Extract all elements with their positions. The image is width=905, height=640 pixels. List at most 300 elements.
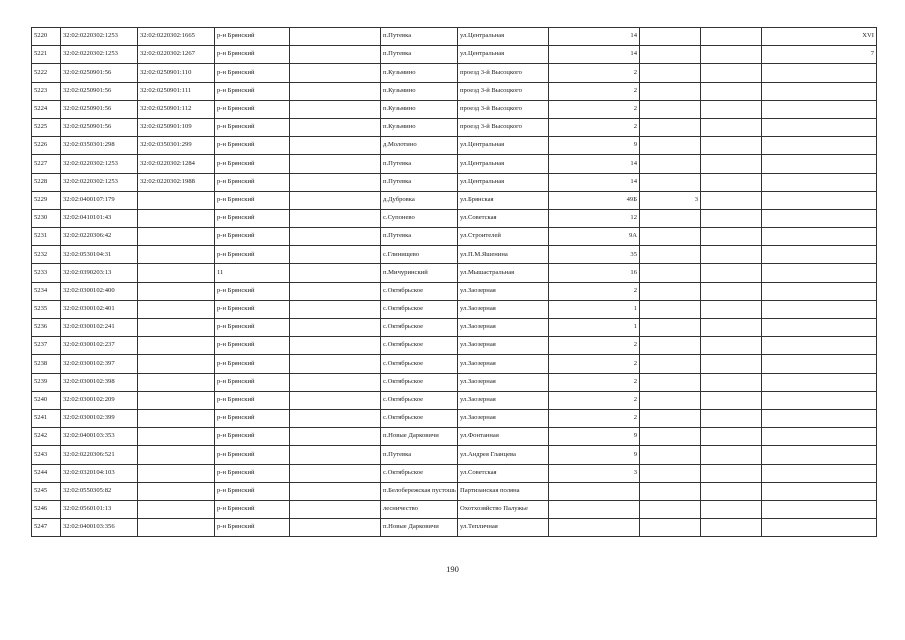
- building-cell: [640, 155, 701, 173]
- row-number-cell: 5238: [32, 355, 61, 373]
- house-number-cell: 2: [549, 118, 640, 136]
- street-cell: ул.Фонтанная: [458, 428, 549, 446]
- cadastral-number-cell: 32:02:0550305:82: [61, 482, 138, 500]
- house-number-cell: 2: [549, 391, 640, 409]
- cadastral-number-cell: 32:02:0400103:356: [61, 519, 138, 537]
- sub-cadastral-number-cell: [138, 482, 215, 500]
- table-row: [32, 282, 877, 300]
- building-cell: [640, 118, 701, 136]
- sub-cadastral-number-cell: [138, 319, 215, 337]
- sub-cadastral-number-cell: [138, 300, 215, 318]
- empty-cell: [290, 82, 381, 100]
- row-number-cell: 5246: [32, 500, 61, 518]
- cadastral-number-cell: 32:02:0300102:397: [61, 355, 138, 373]
- empty-cell: [701, 519, 762, 537]
- building-cell: [640, 446, 701, 464]
- district-cell: р-н Брянский: [215, 191, 290, 209]
- sub-cadastral-number-cell: [138, 446, 215, 464]
- table-row: [32, 519, 877, 537]
- sub-cadastral-number-cell: [138, 337, 215, 355]
- building-cell: [640, 137, 701, 155]
- locality-cell: п.Кузьмино: [381, 64, 458, 82]
- empty-cell: [290, 482, 381, 500]
- table-row: [32, 118, 877, 136]
- sub-cadastral-number-cell: 32:02:0220302:1988: [138, 173, 215, 191]
- building-cell: [640, 373, 701, 391]
- row-number-cell: 5230: [32, 209, 61, 227]
- table-row: [32, 500, 877, 518]
- district-cell: р-н Брянский: [215, 100, 290, 118]
- house-number-cell: 2: [549, 355, 640, 373]
- empty-cell: [290, 373, 381, 391]
- locality-cell: с.Октябрьское: [381, 319, 458, 337]
- cadastral-number-cell: 32:02:0300102:398: [61, 373, 138, 391]
- extra-cell: [762, 355, 877, 373]
- street-cell: ул.П.М.Яшенина: [458, 246, 549, 264]
- locality-cell: п.Новые Дарковичи: [381, 519, 458, 537]
- street-cell: ул.Тепличная: [458, 519, 549, 537]
- extra-cell: [762, 319, 877, 337]
- sub-cadastral-number-cell: [138, 464, 215, 482]
- street-cell: проезд 3-й Высоцкого: [458, 82, 549, 100]
- locality-cell: п.Путевка: [381, 446, 458, 464]
- building-cell: [640, 173, 701, 191]
- table-row: [32, 373, 877, 391]
- table-row: [32, 355, 877, 373]
- street-cell: ул.Центральная: [458, 155, 549, 173]
- building-cell: [640, 228, 701, 246]
- extra-cell: [762, 228, 877, 246]
- extra-cell: [762, 82, 877, 100]
- cadastral-number-cell: 32:02:0530104:31: [61, 246, 138, 264]
- street-cell: ул.Заозерная: [458, 282, 549, 300]
- sub-cadastral-number-cell: [138, 246, 215, 264]
- table-row: [32, 391, 877, 409]
- street-cell: ул.Центральная: [458, 173, 549, 191]
- cadastral-number-cell: 32:02:0250901:56: [61, 100, 138, 118]
- empty-cell: [290, 355, 381, 373]
- house-number-cell: 2: [549, 82, 640, 100]
- empty-cell: [701, 264, 762, 282]
- cadastral-number-cell: 32:02:0220306:521: [61, 446, 138, 464]
- empty-cell: [290, 137, 381, 155]
- cadastral-number-cell: 32:02:0410101:43: [61, 209, 138, 227]
- extra-cell: [762, 482, 877, 500]
- extra-cell: 7: [762, 46, 877, 64]
- building-cell: [640, 64, 701, 82]
- street-cell: ул.Заозерная: [458, 300, 549, 318]
- table-row: [32, 28, 877, 46]
- locality-cell: с.Октябрьское: [381, 300, 458, 318]
- sub-cadastral-number-cell: [138, 500, 215, 518]
- row-number-cell: 5220: [32, 28, 61, 46]
- building-cell: [640, 482, 701, 500]
- street-cell: ул.Советская: [458, 464, 549, 482]
- locality-cell: п.Кузьмино: [381, 82, 458, 100]
- locality-cell: п.Белобережская пустошь: [381, 482, 458, 500]
- extra-cell: [762, 155, 877, 173]
- sub-cadastral-number-cell: [138, 391, 215, 409]
- locality-cell: д.Дубровка: [381, 191, 458, 209]
- table-row: [32, 246, 877, 264]
- street-cell: ул.Центральная: [458, 28, 549, 46]
- row-number-cell: 5233: [32, 264, 61, 282]
- district-cell: р-н Брянский: [215, 391, 290, 409]
- street-cell: проезд 3-й Высоцкого: [458, 100, 549, 118]
- row-number-cell: 5245: [32, 482, 61, 500]
- house-number-cell: 1: [549, 300, 640, 318]
- sub-cadastral-number-cell: 32:02:0250901:109: [138, 118, 215, 136]
- table-row: [32, 482, 877, 500]
- empty-cell: [701, 64, 762, 82]
- row-number-cell: 5235: [32, 300, 61, 318]
- locality-cell: п.Путевка: [381, 173, 458, 191]
- sub-cadastral-number-cell: [138, 428, 215, 446]
- house-number-cell: 12: [549, 209, 640, 227]
- empty-cell: [290, 264, 381, 282]
- sub-cadastral-number-cell: 32:02:0250901:110: [138, 64, 215, 82]
- district-cell: р-н Брянский: [215, 209, 290, 227]
- cadastral-number-cell: 32:02:0400107:179: [61, 191, 138, 209]
- table-row: [32, 100, 877, 118]
- district-cell: р-н Брянский: [215, 482, 290, 500]
- district-cell: р-н Брянский: [215, 82, 290, 100]
- sub-cadastral-number-cell: [138, 519, 215, 537]
- cadastral-number-cell: 32:02:0350301:298: [61, 137, 138, 155]
- row-number-cell: 5247: [32, 519, 61, 537]
- extra-cell: [762, 464, 877, 482]
- sub-cadastral-number-cell: [138, 209, 215, 227]
- sub-cadastral-number-cell: 32:02:0250901:112: [138, 100, 215, 118]
- empty-cell: [290, 118, 381, 136]
- row-number-cell: 5232: [32, 246, 61, 264]
- row-number-cell: 5237: [32, 337, 61, 355]
- building-cell: [640, 246, 701, 264]
- house-number-cell: 16: [549, 264, 640, 282]
- cadastral-number-cell: 32:02:0250901:56: [61, 118, 138, 136]
- extra-cell: [762, 500, 877, 518]
- district-cell: р-н Брянский: [215, 428, 290, 446]
- house-number-cell: [549, 482, 640, 500]
- locality-cell: с.Октябрьское: [381, 464, 458, 482]
- district-cell: р-н Брянский: [215, 464, 290, 482]
- extra-cell: [762, 409, 877, 427]
- row-number-cell: 5227: [32, 155, 61, 173]
- cadastral-number-cell: 32:02:0220302:1253: [61, 173, 138, 191]
- locality-cell: п.Кузьмино: [381, 118, 458, 136]
- row-number-cell: 5239: [32, 373, 61, 391]
- empty-cell: [701, 118, 762, 136]
- locality-cell: с.Октябрьское: [381, 355, 458, 373]
- empty-cell: [290, 100, 381, 118]
- sub-cadastral-number-cell: [138, 355, 215, 373]
- locality-cell: с.Октябрьское: [381, 409, 458, 427]
- sub-cadastral-number-cell: 32:02:0220302:1284: [138, 155, 215, 173]
- empty-cell: [701, 155, 762, 173]
- building-cell: [640, 337, 701, 355]
- empty-cell: [290, 391, 381, 409]
- district-cell: р-н Брянский: [215, 155, 290, 173]
- cadastral-number-cell: 32:02:0250901:56: [61, 82, 138, 100]
- district-cell: р-н Брянский: [215, 337, 290, 355]
- house-number-cell: 1: [549, 319, 640, 337]
- empty-cell: [701, 391, 762, 409]
- district-cell: 11: [215, 264, 290, 282]
- row-number-cell: 5244: [32, 464, 61, 482]
- empty-cell: [701, 28, 762, 46]
- extra-cell: XVI: [762, 28, 877, 46]
- extra-cell: [762, 64, 877, 82]
- cadastral-number-cell: 32:02:0220302:1253: [61, 155, 138, 173]
- empty-cell: [290, 46, 381, 64]
- row-number-cell: 5226: [32, 137, 61, 155]
- row-number-cell: 5223: [32, 82, 61, 100]
- empty-cell: [290, 409, 381, 427]
- house-number-cell: 9: [549, 428, 640, 446]
- house-number-cell: 14: [549, 28, 640, 46]
- empty-cell: [701, 228, 762, 246]
- locality-cell: п.Путевка: [381, 228, 458, 246]
- empty-cell: [701, 319, 762, 337]
- house-number-cell: [549, 500, 640, 518]
- empty-cell: [290, 337, 381, 355]
- cadastral-number-cell: 32:02:0400103:353: [61, 428, 138, 446]
- district-cell: р-н Брянский: [215, 409, 290, 427]
- cadastral-number-cell: 32:02:0390203:13: [61, 264, 138, 282]
- building-cell: [640, 319, 701, 337]
- extra-cell: [762, 300, 877, 318]
- empty-cell: [701, 482, 762, 500]
- cadastral-number-cell: 32:02:0300102:401: [61, 300, 138, 318]
- empty-cell: [290, 319, 381, 337]
- locality-cell: п.Новые Дарковичи: [381, 428, 458, 446]
- sub-cadastral-number-cell: 32:02:0220302:1665: [138, 28, 215, 46]
- locality-cell: с.Октябрьское: [381, 337, 458, 355]
- table-row: [32, 300, 877, 318]
- building-cell: [640, 82, 701, 100]
- extra-cell: [762, 118, 877, 136]
- extra-cell: [762, 446, 877, 464]
- table-row: [32, 319, 877, 337]
- locality-cell: п.Путевка: [381, 46, 458, 64]
- street-cell: ул.Центральная: [458, 46, 549, 64]
- street-cell: Охотхозяйство Палужье: [458, 500, 549, 518]
- table-row: [32, 155, 877, 173]
- building-cell: [640, 391, 701, 409]
- locality-cell: п.Путевка: [381, 155, 458, 173]
- street-cell: ул.Мышастральная: [458, 264, 549, 282]
- house-number-cell: 2: [549, 337, 640, 355]
- house-number-cell: 2: [549, 100, 640, 118]
- district-cell: р-н Брянский: [215, 282, 290, 300]
- sub-cadastral-number-cell: 32:02:0350301:299: [138, 137, 215, 155]
- page-number: 190: [446, 564, 459, 574]
- street-cell: проезд 3-й Высоцкого: [458, 118, 549, 136]
- cadastral-number-cell: 32:02:0250901:56: [61, 64, 138, 82]
- empty-cell: [701, 337, 762, 355]
- empty-cell: [701, 82, 762, 100]
- row-number-cell: 5229: [32, 191, 61, 209]
- extra-cell: [762, 519, 877, 537]
- street-cell: ул.Строителей: [458, 228, 549, 246]
- extra-cell: [762, 428, 877, 446]
- row-number-cell: 5243: [32, 446, 61, 464]
- table-row: [32, 64, 877, 82]
- table-row: [32, 446, 877, 464]
- district-cell: р-н Брянский: [215, 228, 290, 246]
- empty-cell: [290, 519, 381, 537]
- street-cell: ул.Центральная: [458, 137, 549, 155]
- row-number-cell: 5225: [32, 118, 61, 136]
- row-number-cell: 5242: [32, 428, 61, 446]
- cadastral-number-cell: 32:02:0220302:1253: [61, 46, 138, 64]
- table-row: [32, 409, 877, 427]
- extra-cell: [762, 391, 877, 409]
- extra-cell: [762, 264, 877, 282]
- street-cell: ул.Заозерная: [458, 373, 549, 391]
- extra-cell: [762, 100, 877, 118]
- cadastral-number-cell: 32:02:0300102:400: [61, 282, 138, 300]
- table-row: [32, 173, 877, 191]
- district-cell: р-н Брянский: [215, 28, 290, 46]
- sub-cadastral-number-cell: [138, 191, 215, 209]
- district-cell: р-н Брянский: [215, 118, 290, 136]
- empty-cell: [290, 246, 381, 264]
- empty-cell: [290, 464, 381, 482]
- extra-cell: [762, 337, 877, 355]
- locality-cell: с.Глинищево: [381, 246, 458, 264]
- table-row: [32, 464, 877, 482]
- extra-cell: [762, 191, 877, 209]
- row-number-cell: 5236: [32, 319, 61, 337]
- locality-cell: с.Супонево: [381, 209, 458, 227]
- building-cell: [640, 100, 701, 118]
- building-cell: [640, 264, 701, 282]
- table-row: [32, 209, 877, 227]
- empty-cell: [701, 428, 762, 446]
- empty-cell: [701, 46, 762, 64]
- district-cell: р-н Брянский: [215, 64, 290, 82]
- street-cell: ул.Брянская: [458, 191, 549, 209]
- district-cell: р-н Брянский: [215, 300, 290, 318]
- street-cell: ул.Заозерная: [458, 337, 549, 355]
- district-cell: р-н Брянский: [215, 246, 290, 264]
- table-row: [32, 264, 877, 282]
- empty-cell: [701, 500, 762, 518]
- table-row: [32, 428, 877, 446]
- empty-cell: [701, 355, 762, 373]
- building-cell: [640, 282, 701, 300]
- house-number-cell: 35: [549, 246, 640, 264]
- empty-cell: [290, 155, 381, 173]
- district-cell: р-н Брянский: [215, 137, 290, 155]
- house-number-cell: [549, 519, 640, 537]
- cadastral-number-cell: 32:02:0300102:237: [61, 337, 138, 355]
- row-number-cell: 5241: [32, 409, 61, 427]
- extra-cell: [762, 373, 877, 391]
- empty-cell: [701, 191, 762, 209]
- sub-cadastral-number-cell: 32:02:0250901:111: [138, 82, 215, 100]
- empty-cell: [290, 300, 381, 318]
- sub-cadastral-number-cell: 32:02:0220302:1267: [138, 46, 215, 64]
- building-cell: [640, 464, 701, 482]
- empty-cell: [701, 137, 762, 155]
- empty-cell: [290, 173, 381, 191]
- street-cell: ул.Заозерная: [458, 319, 549, 337]
- district-cell: р-н Брянский: [215, 319, 290, 337]
- sub-cadastral-number-cell: [138, 228, 215, 246]
- empty-cell: [701, 446, 762, 464]
- district-cell: р-н Брянский: [215, 355, 290, 373]
- building-cell: [640, 28, 701, 46]
- locality-cell: п.Мичуринский: [381, 264, 458, 282]
- table-row: [32, 228, 877, 246]
- row-number-cell: 5231: [32, 228, 61, 246]
- street-cell: Партизанская поляна: [458, 482, 549, 500]
- house-number-cell: 2: [549, 64, 640, 82]
- house-number-cell: 2: [549, 282, 640, 300]
- row-number-cell: 5221: [32, 46, 61, 64]
- street-cell: ул.Советская: [458, 209, 549, 227]
- street-cell: проезд 3-й Высоцкого: [458, 64, 549, 82]
- table-row: [32, 137, 877, 155]
- building-cell: [640, 428, 701, 446]
- sub-cadastral-number-cell: [138, 282, 215, 300]
- house-number-cell: 14: [549, 46, 640, 64]
- locality-cell: д.Молотино: [381, 137, 458, 155]
- cadastral-number-cell: 32:02:0220302:1253: [61, 28, 138, 46]
- building-cell: [640, 209, 701, 227]
- house-number-cell: 14: [549, 155, 640, 173]
- cadastral-number-cell: 32:02:0320104:103: [61, 464, 138, 482]
- empty-cell: [701, 300, 762, 318]
- locality-cell: с.Октябрьское: [381, 373, 458, 391]
- building-cell: [640, 355, 701, 373]
- empty-cell: [290, 209, 381, 227]
- locality-cell: с.Октябрьское: [381, 391, 458, 409]
- sub-cadastral-number-cell: [138, 264, 215, 282]
- empty-cell: [701, 409, 762, 427]
- house-number-cell: 14: [549, 173, 640, 191]
- empty-cell: [290, 28, 381, 46]
- house-number-cell: 2: [549, 409, 640, 427]
- district-cell: р-н Брянский: [215, 373, 290, 391]
- empty-cell: [701, 173, 762, 191]
- building-cell: [640, 519, 701, 537]
- row-number-cell: 5240: [32, 391, 61, 409]
- extra-cell: [762, 246, 877, 264]
- registry-table: [31, 27, 877, 537]
- cadastral-number-cell: 32:02:0300102:241: [61, 319, 138, 337]
- table-row: [32, 82, 877, 100]
- row-number-cell: 5222: [32, 64, 61, 82]
- empty-cell: [701, 464, 762, 482]
- table-row: [32, 191, 877, 209]
- street-cell: ул.Андрея Гланцева: [458, 446, 549, 464]
- sub-cadastral-number-cell: [138, 409, 215, 427]
- building-cell: 3: [640, 191, 701, 209]
- locality-cell: лесничество: [381, 500, 458, 518]
- empty-cell: [701, 100, 762, 118]
- sub-cadastral-number-cell: [138, 373, 215, 391]
- district-cell: р-н Брянский: [215, 46, 290, 64]
- district-cell: р-н Брянский: [215, 519, 290, 537]
- extra-cell: [762, 209, 877, 227]
- building-cell: [640, 46, 701, 64]
- empty-cell: [701, 209, 762, 227]
- building-cell: [640, 300, 701, 318]
- cadastral-number-cell: 32:02:0300102:209: [61, 391, 138, 409]
